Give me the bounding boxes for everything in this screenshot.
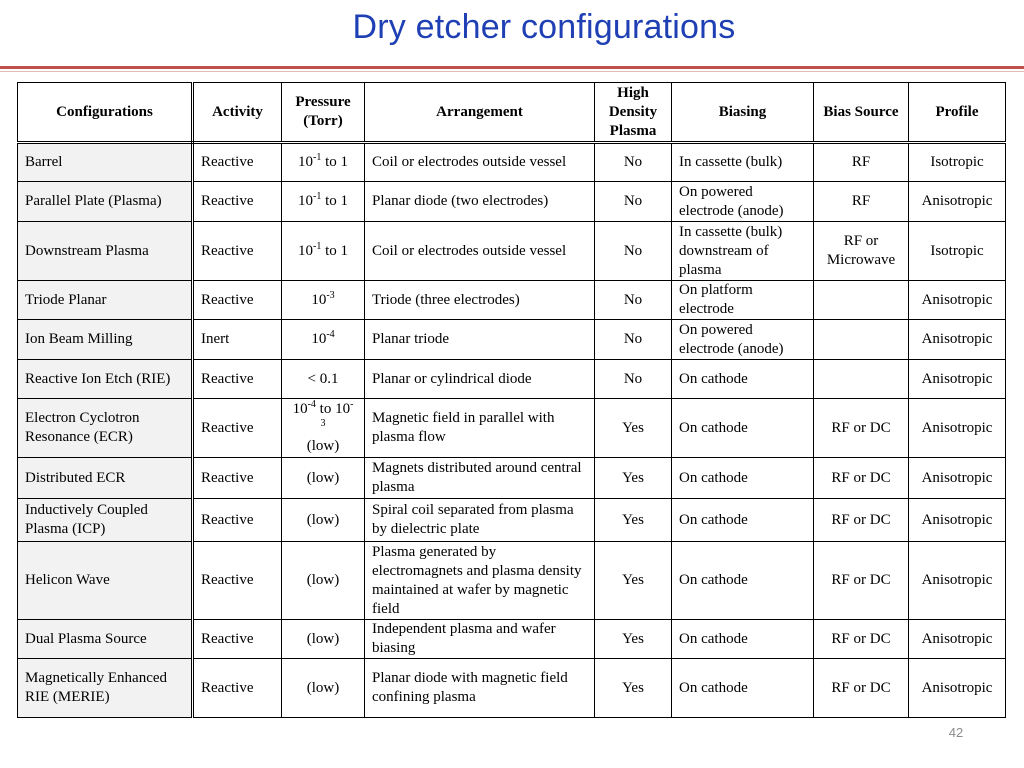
slide-title: Dry etcher configurations [352,8,736,46]
cell-high-density: Yes [595,620,672,659]
cell-pressure [282,499,365,542]
page-number: 42 [948,725,964,740]
header-pressure: Pressure (Torr) [282,83,365,143]
cell-configuration: Downstream Plasma [18,222,193,281]
cell-high-density: Yes [595,458,672,499]
cell-high-density: Yes [595,542,672,620]
cell-activity: Inert [193,320,282,360]
cell-pressure [282,542,365,620]
header-activity: Activity [193,83,282,143]
cell-biasing: On cathode [672,542,814,620]
cell-pressure [282,620,365,659]
cell-arrangement: Magnetic field in parallel with plasma flow [365,399,595,458]
cell-configuration: Dual Plasma Source [18,620,193,659]
cell-high-density: Yes [595,659,672,718]
title-divider-thin [0,71,1024,72]
cell-bias-source: RF or DC [814,620,909,659]
cell-arrangement: Triode (three electrodes) [365,281,595,320]
cell-profile: Anisotropic [909,620,1006,659]
cell-activity: Reactive [193,182,282,222]
cell-high-density: No [595,222,672,281]
pressure-base: 10 [311,291,327,308]
cell-bias-source: RF [814,143,909,182]
cell-arrangement: Coil or electrodes outside vessel [365,143,595,182]
pressure-exponent: -1 [312,152,322,163]
pressure-exponent-2: - [350,399,354,410]
pressure-base: 10 [311,331,327,347]
title-divider [0,66,1024,69]
cell-arrangement: Spiral coil separated from plasma by dielectric plate [365,499,595,542]
cell-biasing: On cathode [672,458,814,499]
cell-configuration: Reactive Ion Etch (RIE) [18,360,193,399]
cell-high-density: No [595,320,672,360]
cell-activity: Reactive [193,659,282,718]
cell-profile: Isotropic [909,143,1006,182]
header-bias-source: Bias Source [814,83,909,143]
cell-profile: Anisotropic [909,399,1006,458]
cell-activity: Reactive [193,458,282,499]
cell-high-density: No [595,281,672,320]
table-header-row [18,83,1006,143]
header-biasing: Biasing [672,83,814,143]
cell-profile: Anisotropic [909,281,1006,320]
cell-arrangement: Planar diode (two electrodes) [365,182,595,222]
pressure-text: < 0.1 [307,370,339,387]
cell-pressure [282,399,365,458]
cell-arrangement: Magnets distributed around central plasma [365,458,595,499]
cell-profile: Anisotropic [909,182,1006,222]
pressure-base: 10 [292,401,308,417]
pressure-suffix: to 1 [321,193,348,209]
cell-arrangement: Planar or cylindrical diode [365,360,595,399]
cell-bias-source [814,360,909,399]
cell-pressure [282,659,365,718]
pressure-exponent: -4 [307,399,316,410]
cell-configuration: Inductively Coupled Plasma (ICP) [18,499,193,542]
cell-profile: Anisotropic [909,458,1006,499]
etcher-table-container [17,82,1005,718]
cell-profile: Anisotropic [909,542,1006,620]
cell-biasing: In cassette (bulk) downstream of plasma [672,222,814,281]
cell-high-density: Yes [595,399,672,458]
pressure-text: (low) [306,511,340,528]
table-row [18,320,1006,360]
cell-configuration: Magnetically Enhanced RIE (MERIE) [18,659,193,718]
table-row [18,499,1006,542]
pressure-text: (low) [306,572,340,588]
cell-pressure [282,360,365,399]
pressure-base: 10 [297,193,313,209]
cell-pressure [282,281,365,320]
cell-arrangement: Independent plasma and wafer biasing [365,620,595,659]
table-body [18,143,1006,718]
table-row [18,620,1006,659]
cell-biasing: In cassette (bulk) [672,143,814,182]
cell-activity: Reactive [193,143,282,182]
cell-configuration: Barrel [18,143,193,182]
table-row [18,542,1006,620]
pressure-exponent: -4 [326,329,335,340]
cell-bias-source: RF or DC [814,458,909,499]
cell-bias-source: RF or DC [814,399,909,458]
cell-high-density: No [595,143,672,182]
table-row [18,143,1006,182]
cell-biasing: On cathode [672,360,814,399]
cell-configuration: Distributed ECR [18,458,193,499]
pressure-exponent: -1 [312,240,322,252]
cell-biasing: On cathode [672,659,814,718]
cell-pressure [282,182,365,222]
cell-arrangement: Planar diode with magnetic field confining plasma [365,659,595,718]
cell-configuration: Triode Planar [18,281,193,320]
pressure-exponent: -3 [326,289,335,301]
pressure-note: (low) [306,438,340,454]
pressure-exponent: -1 [312,191,322,202]
cell-pressure [282,143,365,182]
header-high-density: High Density Plasma [595,83,672,143]
pressure-mid: to 10 [315,401,351,417]
cell-high-density: No [595,360,672,399]
cell-bias-source: RF [814,182,909,222]
cell-profile: Isotropic [909,222,1006,281]
cell-biasing: On cathode [672,399,814,458]
cell-biasing: On cathode [672,499,814,542]
cell-configuration: Ion Beam Milling [18,320,193,360]
cell-profile: Anisotropic [909,320,1006,360]
cell-profile: Anisotropic [909,360,1006,399]
cell-bias-source [814,320,909,360]
table-row [18,222,1006,281]
header-arrangement: Arrangement [365,83,595,143]
pressure-base: 10 [297,242,313,259]
cell-activity: Reactive [193,399,282,458]
cell-activity: Reactive [193,281,282,320]
cell-bias-source: RF or Microwave [814,222,909,281]
pressure-suffix: to 1 [321,242,348,259]
pressure-suffix: to 1 [321,154,348,170]
table-row [18,281,1006,320]
cell-arrangement: Plasma generated by electromagnets and plasma density maintained at wafer by magnetic field [365,542,595,620]
table-row [18,360,1006,399]
header-configurations: Configurations [18,83,193,143]
cell-activity: Reactive [193,542,282,620]
cell-high-density: No [595,182,672,222]
cell-activity: Reactive [193,499,282,542]
cell-activity: Reactive [193,222,282,281]
cell-activity: Reactive [193,620,282,659]
cell-arrangement: Planar triode [365,320,595,360]
cell-bias-source: RF or DC [814,542,909,620]
cell-biasing: On cathode [672,620,814,659]
cell-bias-source: RF or DC [814,659,909,718]
cell-bias-source [814,281,909,320]
table-row [18,399,1006,458]
cell-profile: Anisotropic [909,659,1006,718]
cell-configuration: Parallel Plate (Plasma) [18,182,193,222]
cell-bias-source: RF or DC [814,499,909,542]
pressure-exponent-wrap: 3 [320,418,326,429]
cell-arrangement: Coil or electrodes outside vessel [365,222,595,281]
cell-pressure [282,320,365,360]
etcher-configurations-table [17,82,1006,718]
cell-biasing: On platform electrode [672,281,814,320]
cell-high-density: Yes [595,499,672,542]
cell-pressure [282,458,365,499]
cell-activity: Reactive [193,360,282,399]
pressure-text: (low) [306,679,340,696]
cell-biasing: On powered electrode (anode) [672,182,814,222]
pressure-text: (low) [306,469,340,486]
cell-profile: Anisotropic [909,499,1006,542]
pressure-text: (low) [306,630,340,647]
cell-pressure [282,222,365,281]
cell-configuration: Helicon Wave [18,542,193,620]
table-row [18,182,1006,222]
cell-configuration: Electron Cyclotron Resonance (ECR) [18,399,193,458]
table-row [18,458,1006,499]
header-profile: Profile [909,83,1006,143]
cell-biasing: On powered electrode (anode) [672,320,814,360]
table-row [18,659,1006,718]
pressure-spacer [289,429,357,437]
pressure-base: 10 [297,154,313,170]
